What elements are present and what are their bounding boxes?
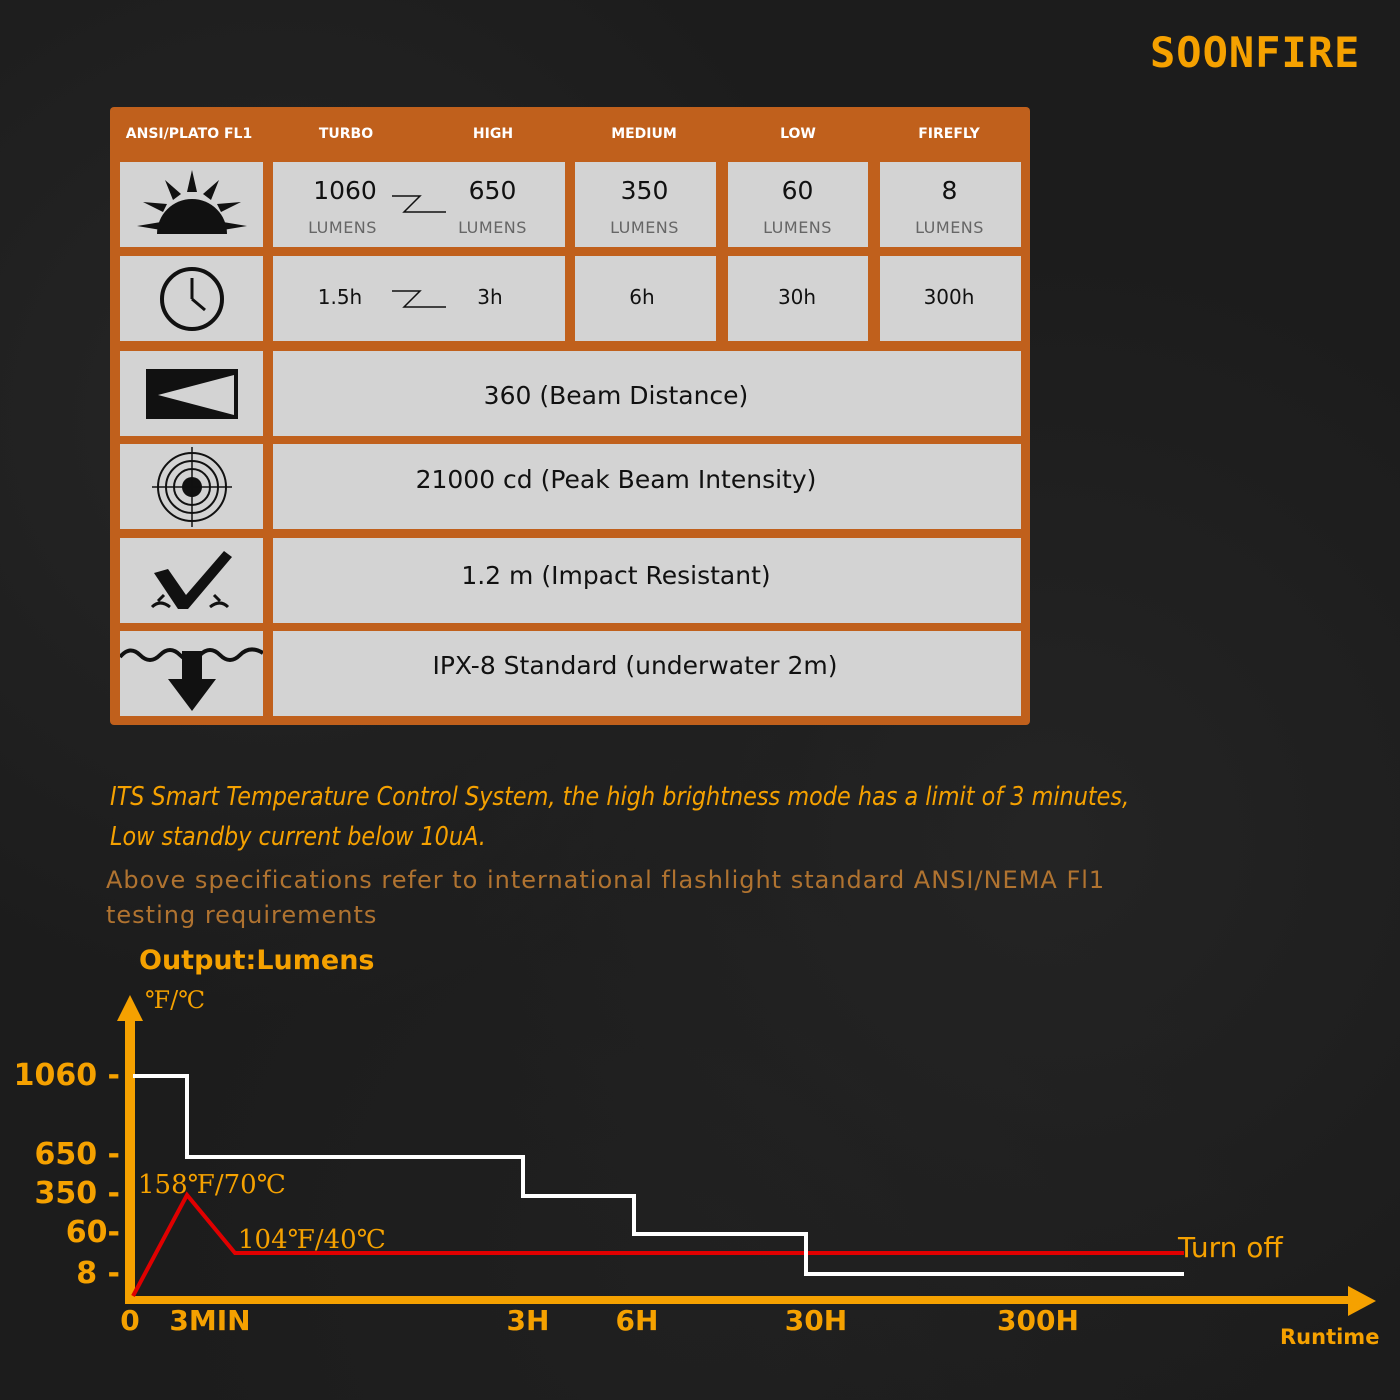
- annotation-stable-temp: 104℉/40℃: [238, 1225, 386, 1255]
- annotation-turn-off: Turn off: [1178, 1231, 1283, 1264]
- annotation-peak-temp: 158℉/70℃: [138, 1170, 286, 1200]
- peak-intensity-text: 21000 cd (Peak Beam Intensity): [415, 465, 817, 494]
- header-firefly: FIREFLY: [918, 126, 980, 142]
- y-tick-350: 350 -: [34, 1176, 120, 1211]
- x-axis-arrow: [1348, 1286, 1376, 1316]
- brand-logo: SOONFIRE: [1150, 28, 1361, 77]
- turbo-runtime: 1.5h: [317, 285, 363, 309]
- y-tick-650: 650 -: [34, 1137, 120, 1172]
- header-low: LOW: [780, 126, 816, 142]
- y-axis-arrow: [117, 995, 143, 1021]
- high-lumens-unit: LUMENS: [458, 218, 527, 237]
- low-runtime: 30h: [777, 285, 817, 309]
- header-turbo: TURBO: [318, 126, 374, 142]
- chart-title: Output:Lumens: [139, 945, 375, 976]
- low-lumens-unit: LUMENS: [763, 218, 832, 237]
- x-axis: [130, 1296, 1352, 1304]
- low-lumens: 60: [781, 176, 814, 205]
- waterproof-text: IPX-8 Standard (underwater 2m): [432, 651, 838, 680]
- x-axis-label: Runtime: [1280, 1325, 1380, 1349]
- firefly-lumens-unit: LUMENS: [915, 218, 984, 237]
- y-axis-unit-label: ℉/℃: [145, 986, 206, 1014]
- medium-lumens-unit: LUMENS: [610, 218, 679, 237]
- header-medium: MEDIUM: [611, 126, 677, 142]
- beam-distance-text: 360 (Beam Distance): [483, 381, 749, 410]
- y-axis: [125, 1014, 135, 1304]
- x-tick-30h: 30H: [784, 1304, 848, 1337]
- turbo-lumens-unit: LUMENS: [308, 218, 377, 237]
- medium-lumens: 350: [620, 176, 669, 205]
- medium-runtime: 6h: [629, 285, 655, 309]
- x-tick-3min: 3MIN: [169, 1304, 251, 1337]
- firefly-lumens: 8: [941, 176, 958, 205]
- y-tick-60: 60-: [65, 1215, 120, 1250]
- y-tick-8: 8 -: [76, 1256, 120, 1291]
- high-lumens: 650: [468, 176, 517, 205]
- high-runtime: 3h: [477, 285, 503, 309]
- impact-text: 1.2 m (Impact Resistant): [461, 561, 771, 590]
- header-standard: ANSI/PLATO FL1: [125, 126, 253, 142]
- y-tick-1060: 1060 -: [13, 1058, 120, 1093]
- header-high: HIGH: [472, 126, 514, 142]
- x-tick-6h: 6H: [615, 1304, 659, 1337]
- note-line-1: Above specifications refer to international flashlight standard ANSI/NEMA Fl1: [106, 866, 1106, 894]
- turbo-lumens: 1060: [313, 176, 377, 205]
- x-tick-0: 0: [120, 1304, 140, 1337]
- x-tick-300h: 300H: [997, 1304, 1079, 1337]
- note-line-2: testing requirements: [106, 901, 378, 929]
- its-line-2: Low standby current below 10uA.: [110, 822, 486, 852]
- its-line-1: ITS Smart Temperature Control System, the high brightness mode has a limit of 3 minutes,: [110, 782, 1130, 812]
- firefly-runtime: 300h: [923, 285, 975, 309]
- x-tick-3h: 3H: [506, 1304, 550, 1337]
